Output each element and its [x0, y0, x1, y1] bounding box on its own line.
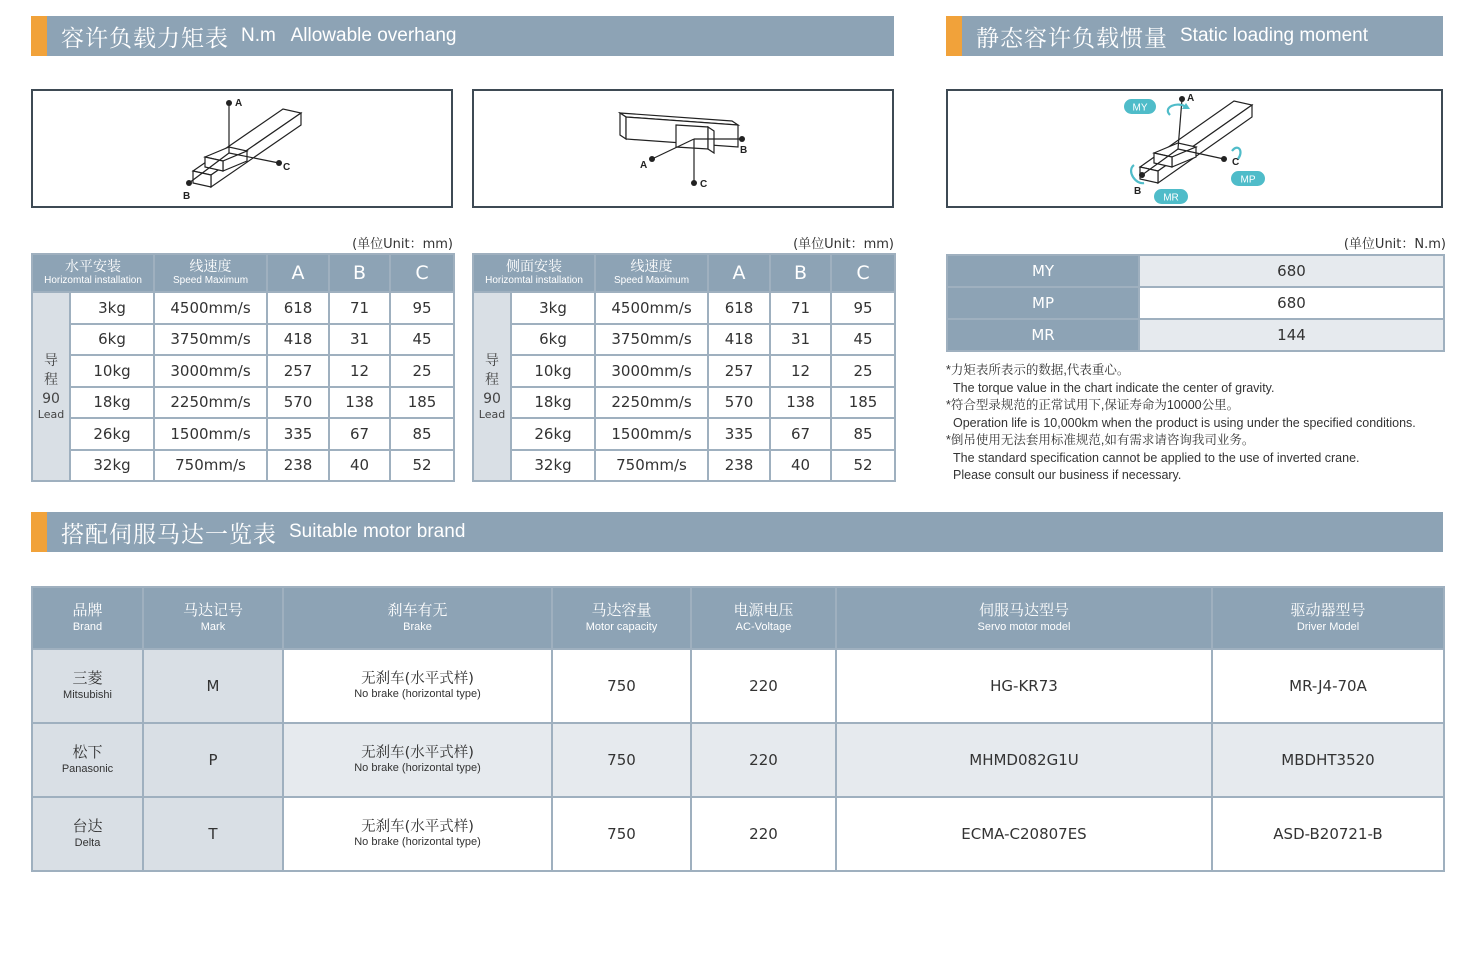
- header-voltage: 电源电压 AC-Voltage: [691, 587, 836, 649]
- unit-label-moment: (单位Unit：N.m): [1343, 237, 1446, 252]
- table-row: [32, 292, 454, 324]
- note-line: Operation life is 10,000km when the product is using under the specified conditions.: [953, 415, 1416, 430]
- load-cell: 10kg: [70, 355, 154, 387]
- moment-key: MY: [947, 255, 1139, 287]
- header-installation: 侧面安装 Horizomtal installation: [473, 254, 595, 292]
- speed-cell: 3000mm/s: [595, 355, 708, 387]
- driver-model-cell: MR-J4-70A: [1212, 649, 1444, 723]
- section-header-motor: [31, 512, 1443, 552]
- label-b: B: [740, 145, 748, 156]
- horizontal-rail-illustration: [33, 91, 451, 206]
- label-a: A: [235, 98, 243, 109]
- voltage-cell: 220: [691, 649, 836, 723]
- moment-value: 680: [1139, 255, 1444, 287]
- speed-cell: 2250mm/s: [595, 387, 708, 419]
- a-cell: 570: [708, 387, 770, 419]
- capacity-cell: 750: [552, 649, 691, 723]
- label-b: B: [183, 191, 191, 202]
- label-mr: MR: [1163, 192, 1179, 204]
- brand-cell: 松下 Panasonic: [32, 723, 143, 797]
- servo-model-cell: MHMD082G1U: [836, 723, 1212, 797]
- note-line: *符合型录规范的正常试用下,保证寿命为10000公里。: [946, 398, 1240, 412]
- side-rail-illustration: [474, 91, 892, 206]
- accent-stripe: [31, 16, 47, 56]
- speed-cell: 750mm/s: [154, 450, 267, 482]
- lead-cell: 导 程 90 Lead: [473, 292, 511, 481]
- speed-cell: 1500mm/s: [595, 418, 708, 450]
- load-cell: 6kg: [511, 324, 595, 356]
- moment-key: MP: [947, 287, 1139, 319]
- b-cell: 31: [770, 324, 831, 356]
- c-cell: 185: [390, 387, 454, 419]
- a-cell: 257: [267, 355, 329, 387]
- section-title-en: Static loading moment: [1180, 25, 1368, 46]
- c-cell: 85: [390, 418, 454, 450]
- a-cell: 618: [708, 292, 770, 324]
- header-b: B: [770, 254, 831, 292]
- table-row: [32, 797, 1444, 871]
- header-b: B: [329, 254, 390, 292]
- header-c: C: [831, 254, 895, 292]
- header-servo-model: 伺服马达型号 Servo motor model: [836, 587, 1212, 649]
- diagram-side: [472, 89, 894, 208]
- rotation-arrow-icon: [1168, 105, 1186, 115]
- servo-model-cell: HG-KR73: [836, 649, 1212, 723]
- servo-model-cell: ECMA-C20807ES: [836, 797, 1212, 871]
- c-cell: 85: [831, 418, 895, 450]
- label-c: C: [700, 179, 708, 190]
- header-a: A: [708, 254, 770, 292]
- table-row: [32, 418, 454, 450]
- label-c: C: [283, 162, 291, 173]
- b-cell: 71: [329, 292, 390, 324]
- accent-stripe: [31, 512, 47, 552]
- header-driver-model: 驱动器型号 Driver Model: [1212, 587, 1444, 649]
- table-row: [473, 355, 895, 387]
- b-cell: 138: [770, 387, 831, 419]
- a-cell: 418: [708, 324, 770, 356]
- table-row: [32, 324, 454, 356]
- note-line: *力矩表所表示的数据,代表重心。: [946, 363, 1130, 377]
- header-row: [32, 587, 1444, 649]
- accent-stripe: [946, 16, 962, 56]
- b-cell: 12: [770, 355, 831, 387]
- brake-cell: 无刹车(水平式样) No brake (horizontal type): [283, 649, 552, 723]
- table-row: [32, 387, 454, 419]
- capacity-cell: 750: [552, 723, 691, 797]
- load-cell: 18kg: [70, 387, 154, 419]
- table-row: [947, 319, 1444, 351]
- section-title-en: Suitable motor brand: [289, 521, 466, 542]
- a-cell: 618: [267, 292, 329, 324]
- load-cell: 26kg: [511, 418, 595, 450]
- a-cell: 570: [267, 387, 329, 419]
- table-row: [32, 649, 1444, 723]
- load-cell: 6kg: [70, 324, 154, 356]
- speed-cell: 3750mm/s: [154, 324, 267, 356]
- a-cell: 418: [267, 324, 329, 356]
- mark-cell: T: [143, 797, 283, 871]
- moment-rail-illustration: [948, 91, 1441, 206]
- speed-cell: 3000mm/s: [154, 355, 267, 387]
- label-my: MY: [1132, 102, 1148, 114]
- table-row: [32, 355, 454, 387]
- speed-cell: 1500mm/s: [154, 418, 267, 450]
- label-mp: MP: [1240, 174, 1256, 186]
- section-title-cn: 静态容许负载惯量: [976, 25, 1168, 52]
- horizontal-overhang-table: [31, 253, 455, 482]
- b-cell: 138: [329, 387, 390, 419]
- header-a: A: [267, 254, 329, 292]
- c-cell: 45: [831, 324, 895, 356]
- b-cell: 12: [329, 355, 390, 387]
- motor-brand-table: [31, 586, 1445, 872]
- c-cell: 95: [390, 292, 454, 324]
- unit-label-horizontal: (单位Unit：mm): [352, 237, 453, 252]
- label-a: A: [640, 160, 648, 171]
- c-cell: 95: [831, 292, 895, 324]
- table-row: [947, 255, 1444, 287]
- speed-cell: 2250mm/s: [154, 387, 267, 419]
- section-header-static: [946, 16, 1443, 56]
- table-row: [473, 324, 895, 356]
- diagram-horizontal: [31, 89, 453, 208]
- section-title-en: N.m Allowable overhang: [241, 25, 457, 46]
- speed-cell: 3750mm/s: [595, 324, 708, 356]
- load-cell: 32kg: [511, 450, 595, 482]
- brake-cell: 无刹车(水平式样) No brake (horizontal type): [283, 797, 552, 871]
- note-line: The standard specification cannot be applied to the use of inverted crane.: [953, 450, 1360, 465]
- a-cell: 335: [267, 418, 329, 450]
- b-cell: 67: [329, 418, 390, 450]
- c-cell: 52: [390, 450, 454, 482]
- a-cell: 335: [708, 418, 770, 450]
- header-installation: 水平安装 Horizomtal installation: [32, 254, 154, 292]
- c-cell: 52: [831, 450, 895, 482]
- load-cell: 3kg: [70, 292, 154, 324]
- section-header-overhang: [31, 16, 894, 56]
- notes-block: [946, 362, 1456, 485]
- table-row: [32, 450, 454, 482]
- mark-cell: M: [143, 649, 283, 723]
- a-cell: 238: [708, 450, 770, 482]
- a-cell: 257: [708, 355, 770, 387]
- note-line: Please consult our business if necessary.: [953, 468, 1182, 482]
- speed-cell: 750mm/s: [595, 450, 708, 482]
- capacity-cell: 750: [552, 797, 691, 871]
- c-cell: 185: [831, 387, 895, 419]
- diagram-static-moment: [946, 89, 1443, 208]
- header-brand: 品牌 Brand: [32, 587, 143, 649]
- moment-value: 144: [1139, 319, 1444, 351]
- table-row: [947, 287, 1444, 319]
- brand-cell: 三菱 Mitsubishi: [32, 649, 143, 723]
- c-cell: 45: [390, 324, 454, 356]
- table-row: [473, 292, 895, 324]
- load-cell: 32kg: [70, 450, 154, 482]
- a-cell: 238: [267, 450, 329, 482]
- label-b: B: [1134, 186, 1142, 197]
- c-cell: 25: [831, 355, 895, 387]
- note-line: *倒吊使用无法套用标准规范,如有需求请咨询我司业务。: [946, 433, 1255, 447]
- load-cell: 18kg: [511, 387, 595, 419]
- driver-model-cell: ASD-B20721-B: [1212, 797, 1444, 871]
- brand-cell: 台达 Delta: [32, 797, 143, 871]
- b-cell: 40: [329, 450, 390, 482]
- b-cell: 40: [770, 450, 831, 482]
- b-cell: 71: [770, 292, 831, 324]
- driver-model-cell: MBDHT3520: [1212, 723, 1444, 797]
- unit-label-side: (单位Unit：mm): [793, 237, 894, 252]
- table-row: [473, 418, 895, 450]
- table-row: [32, 723, 1444, 797]
- c-cell: 25: [390, 355, 454, 387]
- table-row: [473, 387, 895, 419]
- header-brake: 刹车有无 Brake: [283, 587, 552, 649]
- static-moment-table: [946, 254, 1445, 352]
- b-cell: 31: [329, 324, 390, 356]
- side-overhang-table: [472, 253, 896, 482]
- load-cell: 26kg: [70, 418, 154, 450]
- load-cell: 3kg: [511, 292, 595, 324]
- moment-key: MR: [947, 319, 1139, 351]
- mark-cell: P: [143, 723, 283, 797]
- header-capacity: 马达容量 Motor capacity: [552, 587, 691, 649]
- header-mark: 马达记号 Mark: [143, 587, 283, 649]
- label-a: A: [1187, 93, 1195, 104]
- voltage-cell: 220: [691, 723, 836, 797]
- section-title-cn: 容许负载力矩表: [61, 25, 229, 52]
- header-speed: 线速度 Speed Maximum: [154, 254, 267, 292]
- note-line: The torque value in the chart indicate the center of gravity.: [953, 380, 1275, 395]
- header-c: C: [390, 254, 454, 292]
- moment-value: 680: [1139, 287, 1444, 319]
- table-row: [473, 450, 895, 482]
- b-cell: 67: [770, 418, 831, 450]
- brake-cell: 无刹车(水平式样) No brake (horizontal type): [283, 723, 552, 797]
- speed-cell: 4500mm/s: [595, 292, 708, 324]
- section-title-cn: 搭配伺服马达一览表: [61, 521, 277, 548]
- speed-cell: 4500mm/s: [154, 292, 267, 324]
- label-c: C: [1232, 157, 1240, 168]
- header-speed: 线速度 Speed Maximum: [595, 254, 708, 292]
- voltage-cell: 220: [691, 797, 836, 871]
- lead-cell: 导 程 90 Lead: [32, 292, 70, 481]
- load-cell: 10kg: [511, 355, 595, 387]
